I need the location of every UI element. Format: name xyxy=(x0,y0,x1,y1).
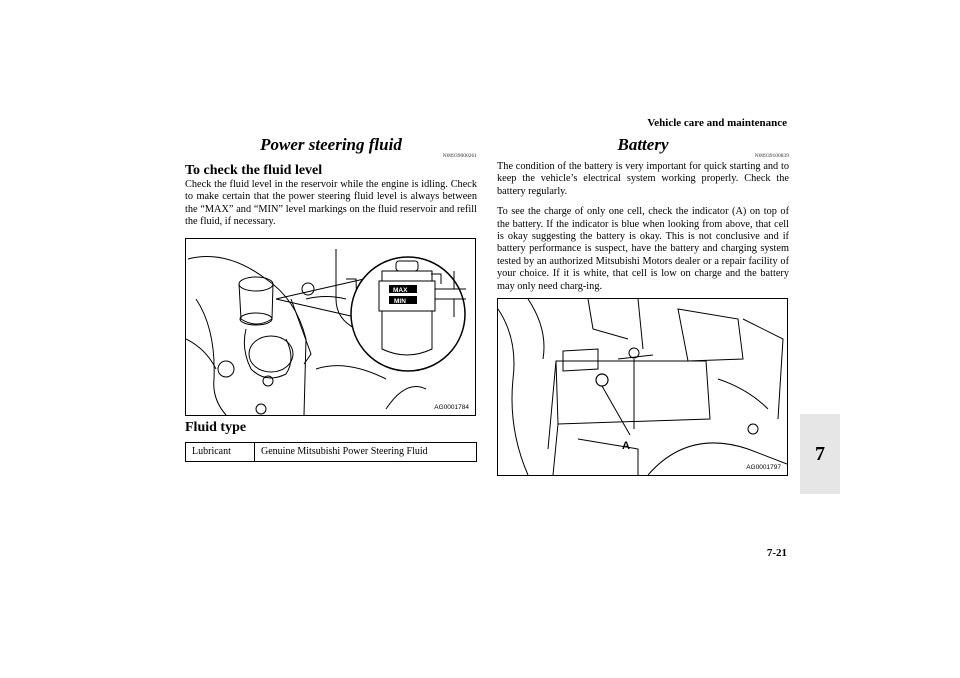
battery-para-1: The condition of the battery is very important for quick starting and to keep the vehicle’s electrical system working properly. Check the battery regularly. xyxy=(497,161,789,197)
battery-code: N00939100839 xyxy=(754,153,789,159)
chapter-tab[interactable]: 7 xyxy=(800,414,840,494)
indicator-callout: A xyxy=(622,440,630,453)
power-steering-title: Power steering fluid xyxy=(260,135,402,154)
fluid-type-table xyxy=(185,442,477,462)
power-steering-code: N00939000261 xyxy=(442,153,477,159)
battery-para-2: To see the charge of only one cell, check the indicator (A) on top of the battery. If the indicator is blue when looking from above, that cell is okay suggesting the battery is okay. This is not conclusive and if battery performance is suspect, have the battery and charging system tested by an authorized Mitsubishi Motors dealer or a repair facility of your choice. If it is white, that cell is low on charge and the battery may only need charg-ing. xyxy=(497,206,789,292)
battery-figure-label: AG0001797 xyxy=(746,464,781,472)
battery-column xyxy=(497,134,789,476)
battery-title: Battery xyxy=(617,135,669,154)
battery-figure xyxy=(497,298,788,476)
min-label: MIN xyxy=(394,297,406,305)
max-label: MAX xyxy=(393,286,408,294)
battery-illustration xyxy=(498,299,787,475)
table-cell-value: Genuine Mitsubishi Power Steering Fluid xyxy=(255,442,477,461)
running-header: Vehicle care and maintenance xyxy=(647,117,787,129)
table-row xyxy=(186,442,477,461)
power-steering-column xyxy=(185,134,477,462)
table-cell-label: Lubricant xyxy=(186,442,255,461)
check-fluid-heading: To check the fluid level xyxy=(185,163,323,178)
page-number: 7-21 xyxy=(766,547,787,559)
check-fluid-text: Check the fluid level in the reservoir while the engine is idling. Check to make certain that the power steering fluid level is always between the “MAX” and “MIN” level markings on the fluid reservoir and refill the fluid, if necessary. xyxy=(185,179,477,228)
power-steering-figure xyxy=(185,238,476,416)
figure-label: AG0001784 xyxy=(434,403,469,411)
power-steering-illustration xyxy=(186,239,475,415)
fluid-type-heading: Fluid type xyxy=(185,419,247,435)
